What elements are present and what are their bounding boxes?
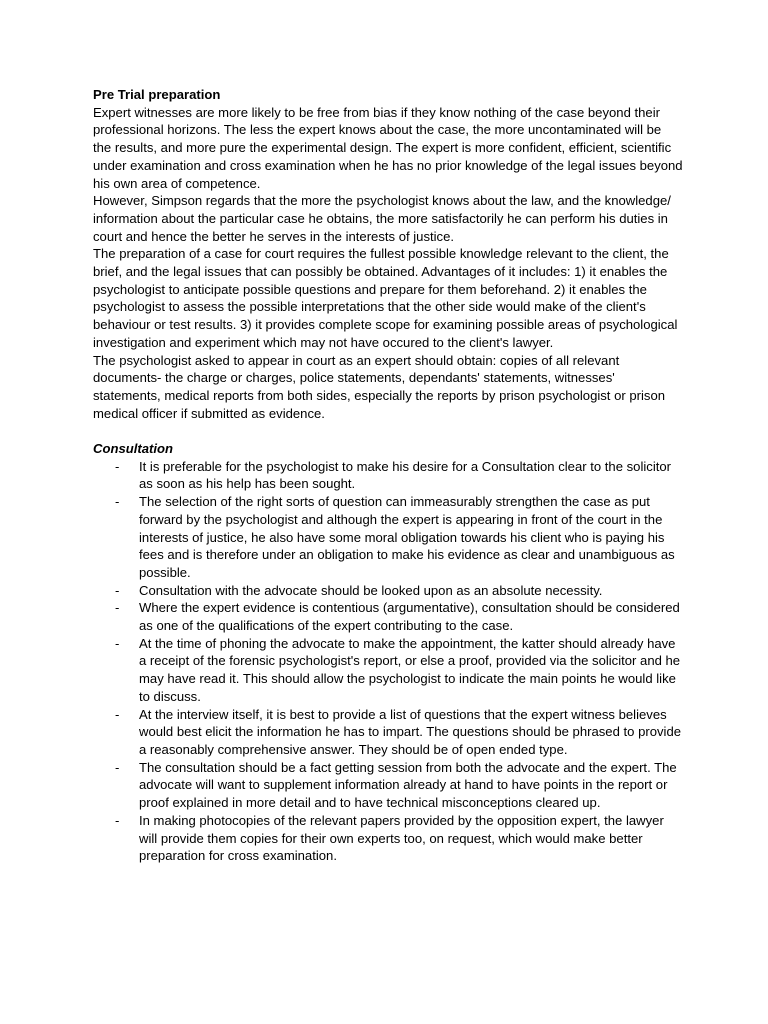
section-title-consultation: Consultation [93, 441, 174, 457]
list-item [93, 812, 683, 865]
document-page [93, 86, 683, 865]
section-spacer [93, 422, 683, 440]
bullet-dash: - [115, 494, 120, 510]
list-item-text: In making photocopies of the relevant papers provided by the opposition expert, the lawyer will provide them copies for their own experts too, on request, which would make better preparation for cross examination. [139, 812, 664, 864]
bullet-dash: - [115, 706, 120, 722]
paragraph: The preparation of a case for court requires the fullest possible knowledge relevant to the client, the brief, and the legal issues that can possibly be obtained. Advantages of it includes: 1) it enables the psychologist to anticipate possible questions and prepare for them beforehand. 2) it enables the psychologist to assess the possible interpretations that the other side would make of the client's behaviour or test results. 3) it provides complete scope for examining possible areas of psychological investigation and experiment which may not have occured to the client's lawyer. [93, 246, 678, 350]
list-item [93, 599, 683, 634]
bullet-dash: - [115, 600, 120, 616]
bullet-dash: - [115, 582, 120, 598]
list-item [93, 635, 683, 706]
list-item-text: Consultation with the advocate should be looked upon as an absolute necessity. [139, 582, 603, 598]
bullet-dash: - [115, 759, 120, 775]
list-item-text: The selection of the right sorts of question can immeasurably strengthen the case as put forward by the psychologist and although the expert is appearing in front of the court in the interests of justice, he also have some moral obligation towards his client who is paying his fees and is therefore under an obligation to make his evidence as clear and unambiguous as possible. [139, 494, 675, 580]
list-item-text: At the time of phoning the advocate to make the appointment, the katter should already have a receipt of the forensic psychologist's report, or else a proof, provided via the solicitor and he may have read it. This should allow the psychologist to indicate the main points he would like to discuss. [139, 635, 681, 704]
list-item [93, 458, 683, 493]
list-item-text: The consultation should be a fact getting session from both the advocate and the expert. The advocate will want to supplement information already at hand to have points in the report or proof explained in more detail and to have technical misconceptions cleared up. [139, 759, 677, 811]
list-item [93, 493, 683, 582]
list-item-text: Where the expert evidence is contentious (argumentative), consultation should be considered as one of the qualifications of the expert contributing to the case. [139, 600, 680, 634]
section-title-pre-trial: Pre Trial preparation [93, 87, 221, 102]
list-item [93, 759, 683, 812]
paragraph: Expert witnesses are more likely to be free from bias if they know nothing of the case beyond their professional horizons. The less the expert knows about the case, the more uncontaminated will be the results, and more pure the experimental design. The expert is more confident, efficient, scientific under examination and cross examination when he has no prior knowledge of the legal issues beyond his own area of competence. [93, 104, 683, 191]
bullet-dash: - [115, 812, 120, 828]
consultation-list [93, 458, 683, 865]
list-item-text: At the interview itself, it is best to provide a list of questions that the expert witness believes would best elicit the information he has to impart. The questions should be phrased to provide a reasonably comprehensive answer. They should be of open ended type. [139, 706, 682, 757]
paragraph: However, Simpson regards that the more the psychologist knows about the law, and the knowledge/ information about the particular case he obtains, the more satisfactorily he can perform his duties in court and hence the better he serves in the interests of justice. [93, 193, 671, 244]
list-item [93, 582, 683, 600]
bullet-dash: - [115, 635, 120, 651]
paragraph: The psychologist asked to appear in court as an expert should obtain: copies of all relevant documents- the charge or charges, police statements, dependants' statements, witnesses' statements, medical reports from both sides, especially the reports by prison psychologist or prison medical officer if submitted as evidence. [93, 352, 666, 421]
list-item [93, 706, 683, 759]
bullet-dash: - [115, 458, 120, 474]
list-item-text: It is preferable for the psychologist to make his desire for a Consultation clear to the solicitor as soon as his help has been sought. [139, 458, 672, 492]
